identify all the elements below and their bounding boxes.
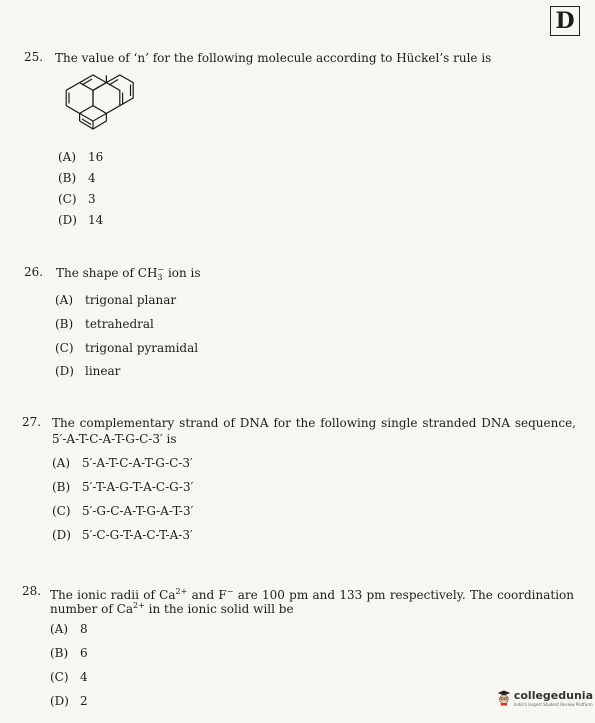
question-26-option-d[interactable]: (D) linear [55, 364, 121, 378]
question-25-option-d[interactable]: (D) 14 [58, 213, 104, 227]
question-27-text-line-1: The complementary strand of DNA for the following single stranded DNA sequence, [52, 416, 576, 430]
question-26-number: 26. [24, 265, 44, 279]
pyrene-molecule-diagram [52, 74, 142, 132]
question-25-text: The value of ‘n’ for the following molecule according to Hückel’s rule is [55, 51, 492, 65]
question-27-sequence: 5′-A-T-C-A-T-G-C-3′ is [52, 432, 177, 446]
question-25-option-c[interactable]: (C) 3 [58, 192, 96, 206]
question-28-text-line-1: The ionic radii of $Ca^{2+}$ and F− are 100 pm and 133 pm respectively. The coordination [50, 587, 574, 602]
collegedunia-watermark [497, 678, 593, 718]
question-28-option-b[interactable]: (B) 6 [50, 646, 88, 660]
question-25-option-a[interactable]: (A) 16 [58, 150, 104, 164]
question-26-text: The shape of CH − 3 ion is [56, 264, 201, 282]
question-27-option-c[interactable]: (C) 5′-G-C-A-T-G-A-T-3′ [52, 504, 194, 518]
question-27-option-a[interactable]: (A) 5′-A-T-C-A-T-G-C-3′ [52, 456, 193, 470]
watermark-brand: collegedunia [513, 689, 593, 702]
pyrene-ring-top [93, 75, 106, 90]
question-26-option-b[interactable]: (B) tetrahedral [55, 317, 154, 331]
question-28-option-d[interactable]: (D) 2 [50, 694, 88, 708]
question-26-option-a[interactable]: (A) trigonal planar [55, 293, 177, 307]
question-27-option-b[interactable]: (B) 5′-T-A-G-T-A-C-G-3′ [52, 480, 194, 494]
question-28-option-c[interactable]: (C) 4 [50, 670, 88, 684]
pyrene-ring-left [66, 83, 93, 114]
question-28-number: 28. [22, 584, 42, 598]
question-28-text-line-2: number of $Ca^{2+}$ in the ionic solid will be [50, 601, 294, 616]
watermark-tagline: India's largest Student Review Platform [513, 702, 593, 707]
graduate-mascot-icon [497, 685, 511, 711]
question-27-option-d[interactable]: (D) 5′-C-G-T-A-C-T-A-3′ [52, 528, 193, 542]
question-25-option-b[interactable]: (B) 4 [58, 171, 96, 185]
question-28-option-a[interactable]: (A) 8 [50, 622, 88, 636]
question-set-code: D [550, 6, 580, 36]
question-26-option-c[interactable]: (C) trigonal pyramidal [55, 341, 199, 355]
question-25-number: 25. [24, 50, 44, 64]
pyrene-ring-right [93, 83, 120, 114]
question-27-number: 27. [22, 415, 42, 429]
